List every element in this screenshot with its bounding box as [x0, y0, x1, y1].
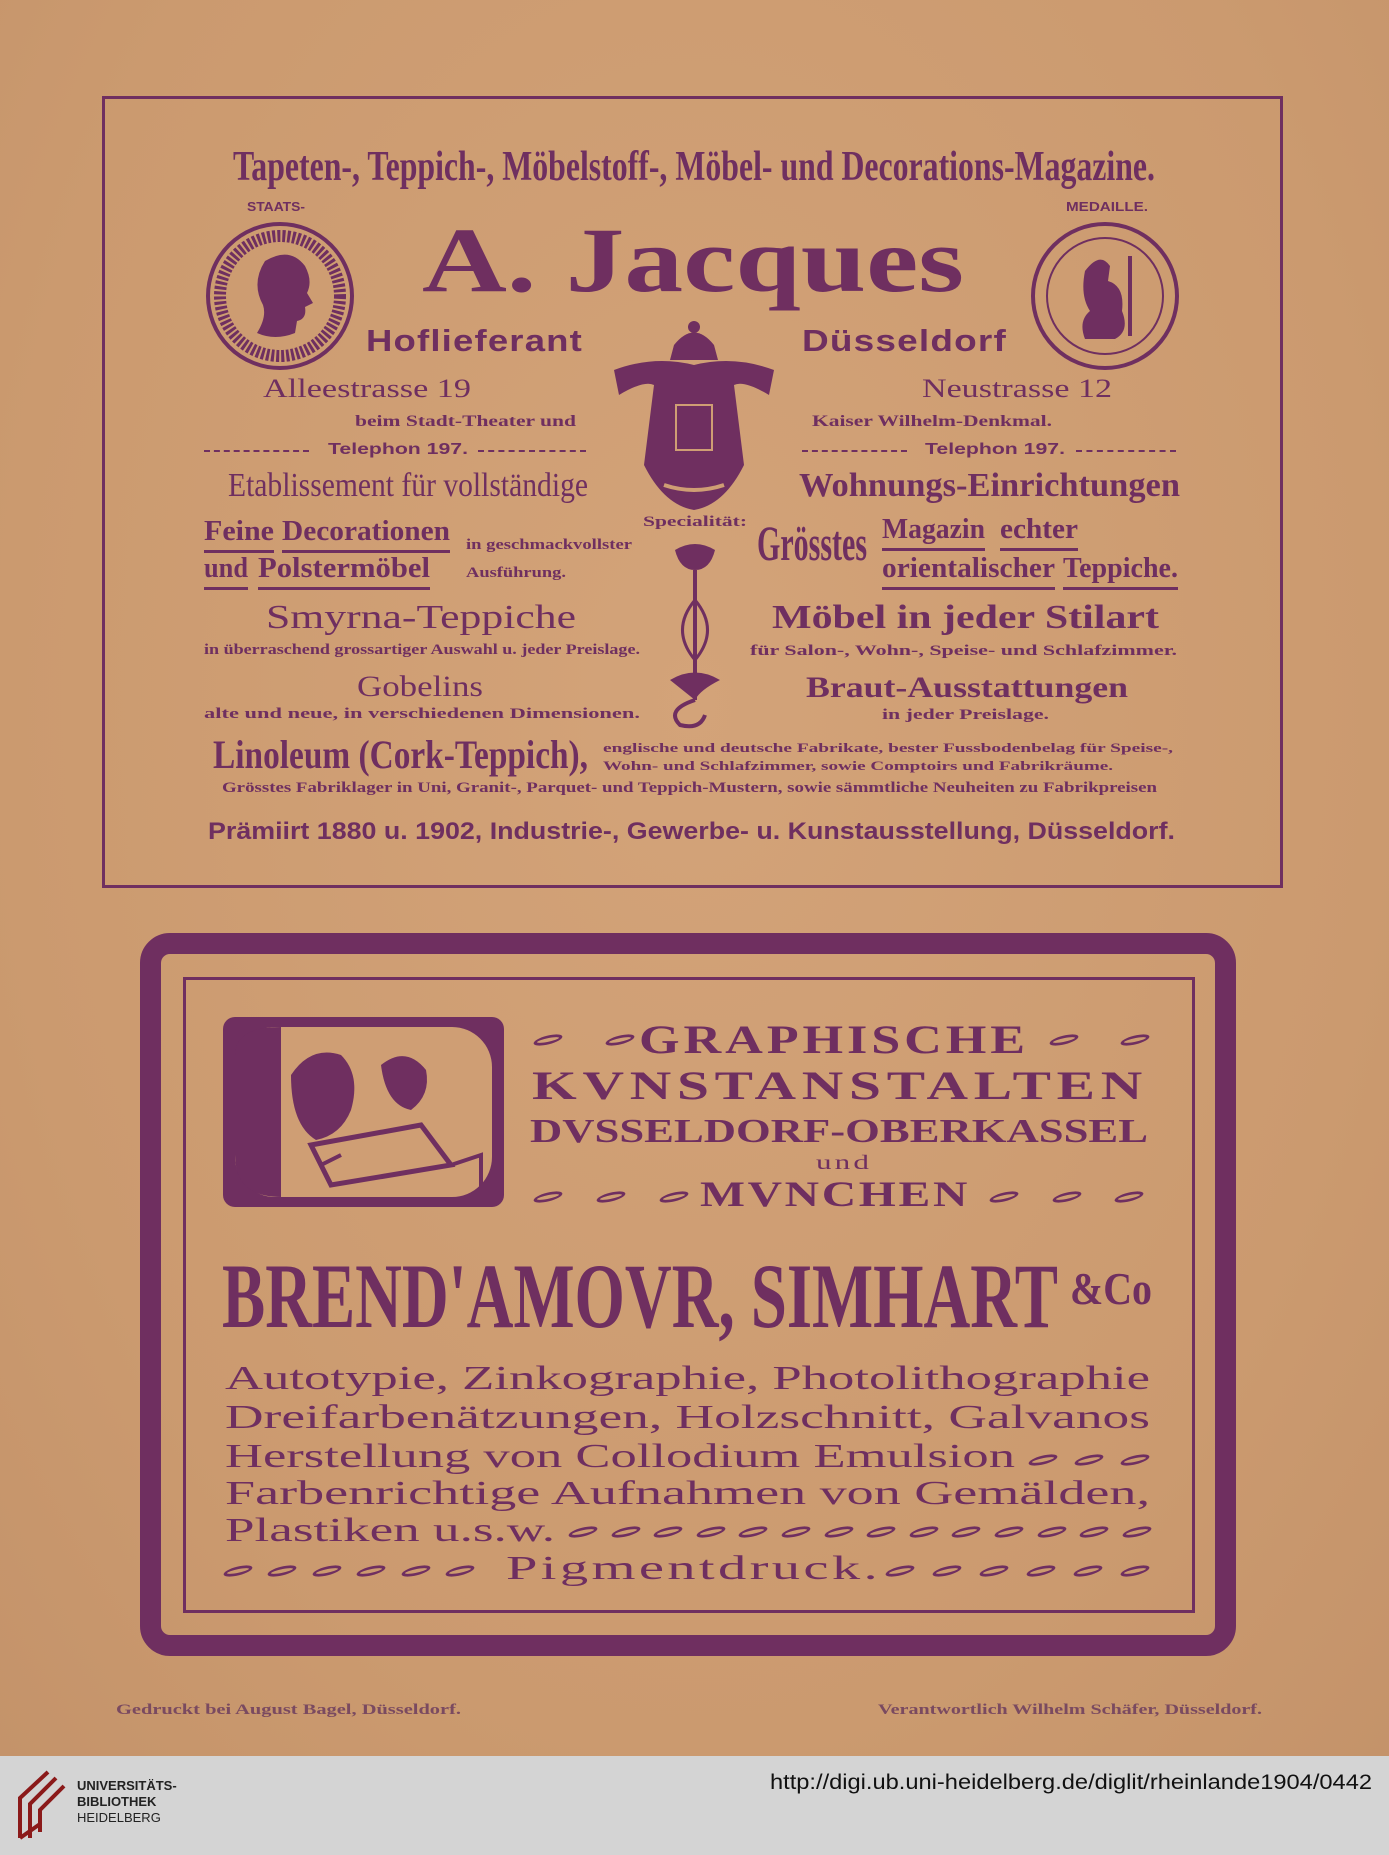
polstermoebel: Polstermöbel [258, 553, 430, 584]
leaf-icon [978, 1563, 1010, 1578]
leaf-icon [652, 1524, 684, 1539]
underline [1063, 587, 1178, 590]
leaf-icon [884, 1563, 916, 1578]
award-line: Prämiirt 1880 u. 1902, Industrie-, Gewerbe- u. Kunstausstellung, Düsseldorf. [208, 818, 1175, 845]
leaf-icon [658, 1189, 690, 1204]
leaf-icon [1036, 1524, 1068, 1539]
floral-ornament-icon [660, 540, 730, 730]
service-line: Farbenrichtige Aufnahmen von Gemälden, [225, 1475, 1150, 1512]
linoleum-line1: englische und deutsche Fabrikate, bester Fussbodenbelag für Speise-, [603, 740, 1173, 755]
teppiche: Teppiche. [1063, 553, 1178, 584]
service-line: Pigmentdruck. [506, 1550, 881, 1587]
medal-left-icon [205, 221, 355, 371]
leaf-icon [931, 1563, 963, 1578]
leaf-icon [444, 1563, 476, 1578]
leaf-icon [1072, 1563, 1104, 1578]
service-line: Dreifarbenätzungen, Holzschnitt, Galvanos [225, 1399, 1150, 1436]
leaf-ornament [1030, 1450, 1148, 1470]
medal-right-icon [1030, 221, 1180, 371]
leaf-icon [1113, 1189, 1145, 1204]
moebel: Möbel in jeder Stilart [772, 599, 1159, 636]
leaf-icon [1119, 1563, 1151, 1578]
medal-left-label: STAATS- [247, 199, 305, 214]
leaf-icon [567, 1524, 599, 1539]
groesstes: Grösstes [757, 515, 867, 571]
duesseldorf-oberkassel: DVSSELDORF-OBERKASSEL [530, 1113, 1148, 1150]
underline [258, 587, 430, 590]
leaf-icon [1027, 1452, 1059, 1467]
gobelins-sub: alte und neue, in verschiedenen Dimensionen. [204, 706, 640, 722]
leaf-icon [595, 1189, 627, 1204]
right-phone: Telephon 197. [925, 441, 1065, 458]
leaf-icon [532, 1032, 564, 1047]
leaf-icon [355, 1563, 387, 1578]
linoleum-line2: Wohn- und Schlafzimmer, sowie Comptoirs und Fabrikräume. [603, 758, 1113, 773]
leaf-ornament [570, 1522, 1150, 1542]
responsible-imprint: Verantwortlich Wilhelm Schäfer, Düsseldorf. [878, 1702, 1262, 1718]
und: und [204, 553, 248, 584]
leaf-ornament [535, 1187, 687, 1207]
leaf-icon [400, 1563, 432, 1578]
leaf-ornament [887, 1561, 1148, 1581]
leaf-icon [311, 1563, 343, 1578]
leaf-icon [1073, 1452, 1105, 1467]
firm-name: A. Jacques [422, 209, 964, 311]
title-hoflieferant: Hoflieferant [366, 323, 583, 358]
ausfuehrung: Ausführung. [466, 565, 566, 581]
leaf-icon [950, 1524, 982, 1539]
leaf-icon [1048, 1032, 1080, 1047]
geschmack: in geschmackvollster [466, 537, 632, 553]
leaf-icon [1121, 1524, 1153, 1539]
service-line: Autotypie, Zinkographie, Photolithographie [225, 1360, 1150, 1397]
divider [1076, 450, 1176, 454]
left-phone: Telephon 197. [328, 441, 468, 458]
leaf-icon [737, 1524, 769, 1539]
service-line: Herstellung von Collodium Emulsion [225, 1438, 1015, 1475]
leaf-icon [695, 1524, 727, 1539]
braut: Braut-Ausstattungen [806, 671, 1128, 704]
divider [204, 450, 309, 454]
leaf-icon [610, 1524, 642, 1539]
leaf-icon [222, 1563, 254, 1578]
left-note: beim Stadt-Theater und [355, 413, 576, 430]
leaf-icon [908, 1524, 940, 1539]
muenchen: MVNCHEN [700, 1174, 970, 1214]
leaf-icon [780, 1524, 812, 1539]
establishment-left: Etablissement für vollständige [228, 467, 588, 504]
printer-imprint: Gedruckt bei August Bagel, Düsseldorf. [116, 1702, 461, 1718]
graphische: GRAPHISCHE [639, 1017, 1029, 1062]
linoleum: Linoleum (Cork-Teppich), [213, 732, 588, 777]
echter: echter [1000, 514, 1078, 545]
company-suffix: &Co [1070, 1263, 1152, 1314]
right-street: Neustrasse 12 [922, 374, 1112, 403]
smyrna: Smyrna-Teppiche [266, 599, 576, 636]
city: Düsseldorf [802, 323, 1007, 358]
company-name: BREND'AMOVR, SIMHART [222, 1245, 1058, 1347]
decorationen: Decorationen [282, 516, 450, 547]
university-library-logo-icon [12, 1768, 68, 1844]
leaf-icon [865, 1524, 897, 1539]
left-street: Alleestrasse 19 [263, 374, 471, 403]
leaf-icon [1078, 1524, 1110, 1539]
kunstanstalten: KVNSTANSTALTEN [532, 1063, 1148, 1108]
smyrna-sub: in überraschend grossartiger Auswahl u. jeder Preislage. [204, 642, 640, 658]
leaf-icon [993, 1524, 1025, 1539]
divider [478, 450, 586, 454]
logo-line3: HEIDELBERG [77, 1810, 161, 1825]
establishment-right: Wohnungs-Einrichtungen [799, 467, 1180, 504]
right-note: Kaiser Wilhelm-Denkmal. [812, 413, 1052, 430]
leaf-ornament [225, 1561, 473, 1581]
leaf-ornament [1051, 1030, 1148, 1050]
leaf-icon [823, 1524, 855, 1539]
ad-heading: Tapeten-, Teppich-, Möbelstoff-, Möbel- und Decorations-Magazine. [233, 144, 1155, 190]
engravers-illustration [221, 1015, 506, 1209]
braut-sub: in jeder Preislage. [882, 707, 1049, 723]
orientalischer: orientalischer [882, 553, 1055, 584]
leaf-icon [988, 1189, 1020, 1204]
leaf-icon [532, 1189, 564, 1204]
source-url-link[interactable]: http://digi.ub.uni-heidelberg.de/diglit/rheinlande1904/0442 [770, 1771, 1372, 1794]
leaf-ornament [991, 1187, 1142, 1207]
underline [1000, 548, 1078, 551]
leaf-icon [604, 1032, 636, 1047]
leaf-icon [1025, 1563, 1057, 1578]
gobelins: Gobelins [357, 670, 483, 703]
fabriklager: Grösstes Fabriklager in Uni, Granit-, Parquet- und Teppich-Mustern, sowie sämmtliche Neuheiten zu Fabrikpreisen [222, 780, 1157, 796]
leaf-icon [1050, 1189, 1082, 1204]
und-label: und [816, 1152, 872, 1174]
underline [882, 548, 985, 551]
logo-line1: UNIVERSITÄTS- [77, 1778, 177, 1793]
service-line: Plastiken u.s.w. [225, 1512, 555, 1549]
moebel-sub: für Salon-, Wohn-, Speise- und Schlafzimmer. [750, 643, 1177, 659]
leaf-ornament [535, 1030, 633, 1050]
logo-line2: BIBLIOTHEK [77, 1794, 157, 1809]
underline [204, 587, 248, 590]
leaf-icon [1119, 1452, 1151, 1467]
specialitaet: Specialität: [643, 514, 747, 530]
divider [802, 450, 907, 454]
medal-right-label: MEDAILLE. [1066, 199, 1148, 214]
magazin: Magazin [882, 514, 985, 545]
leaf-icon [266, 1563, 298, 1578]
leaf-icon [1119, 1032, 1151, 1047]
underline [882, 587, 1055, 590]
feine: Feine [204, 516, 274, 547]
